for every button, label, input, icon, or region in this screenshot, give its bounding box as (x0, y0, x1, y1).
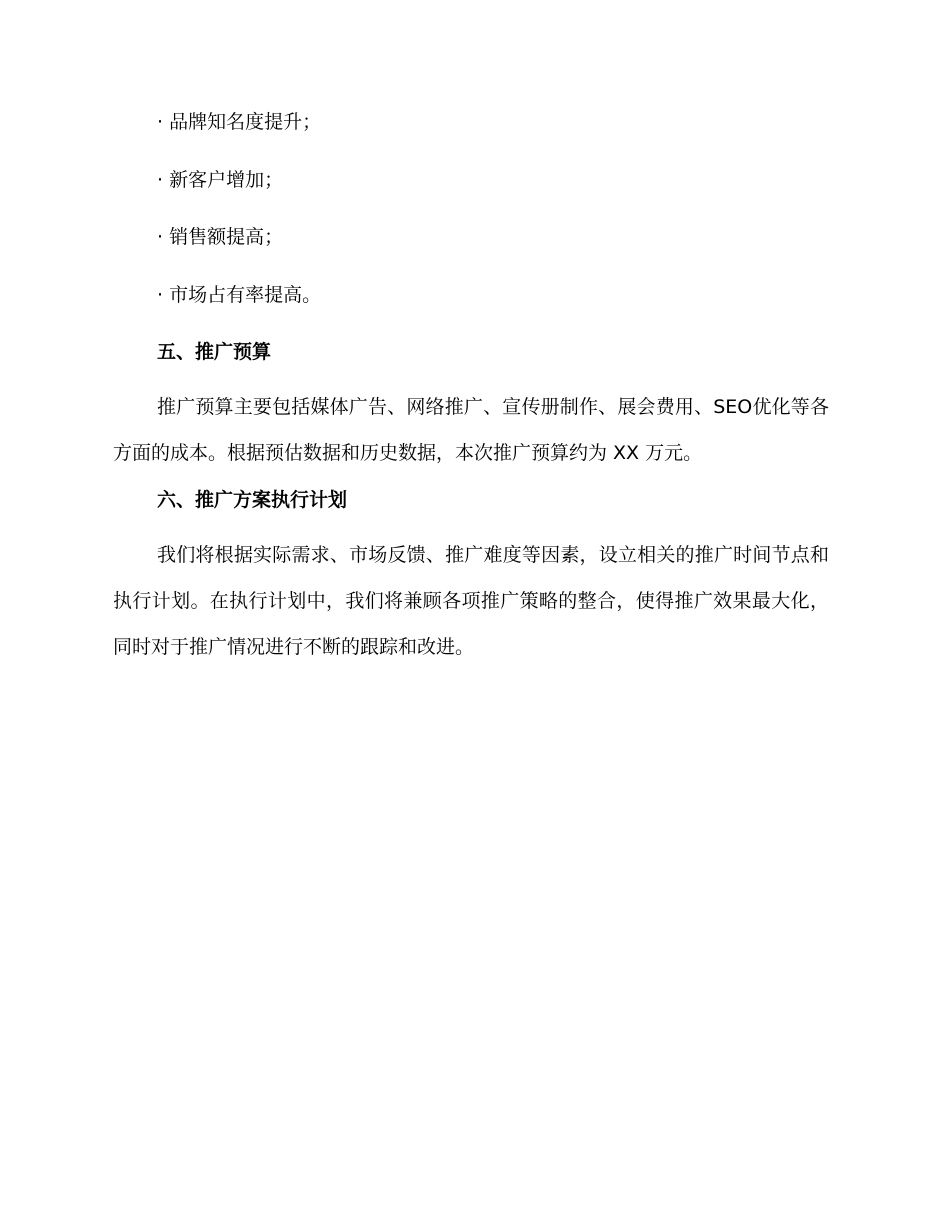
section-heading-execution-plan: 六、推广方案执行计划 (157, 489, 348, 511)
bullet-item-new-customers: · 新客户增加； (157, 168, 284, 191)
bullet-item-sales-increase: · 销售额提高； (157, 226, 284, 248)
section-paragraph-budget: 推广预算主要包括媒体广告、网络推广、宣传册制作、展会费用、SEO优化等各方面的成本。根据预估数据和历史数据，本次推广预算约为 XX 万元。 (113, 396, 829, 464)
bullet-item-market-share: · 市场占有率提高。 (157, 283, 322, 306)
section-heading-budget: 五、推广预算 (157, 341, 272, 363)
section-paragraph-execution-plan: 我们将根据实际需求、市场反馈、推广难度等因素，设立相关的推广时间节点和执行计划。在执行计划中，我们将兼顾各项推广策略的整合，使得推广效果最大化，同时对于推广情况进行不断的跟踪和改进。 (113, 544, 829, 658)
document-body (113, 108, 829, 670)
bullet-item-brand-awareness: · 品牌知名度提升； (157, 111, 322, 133)
